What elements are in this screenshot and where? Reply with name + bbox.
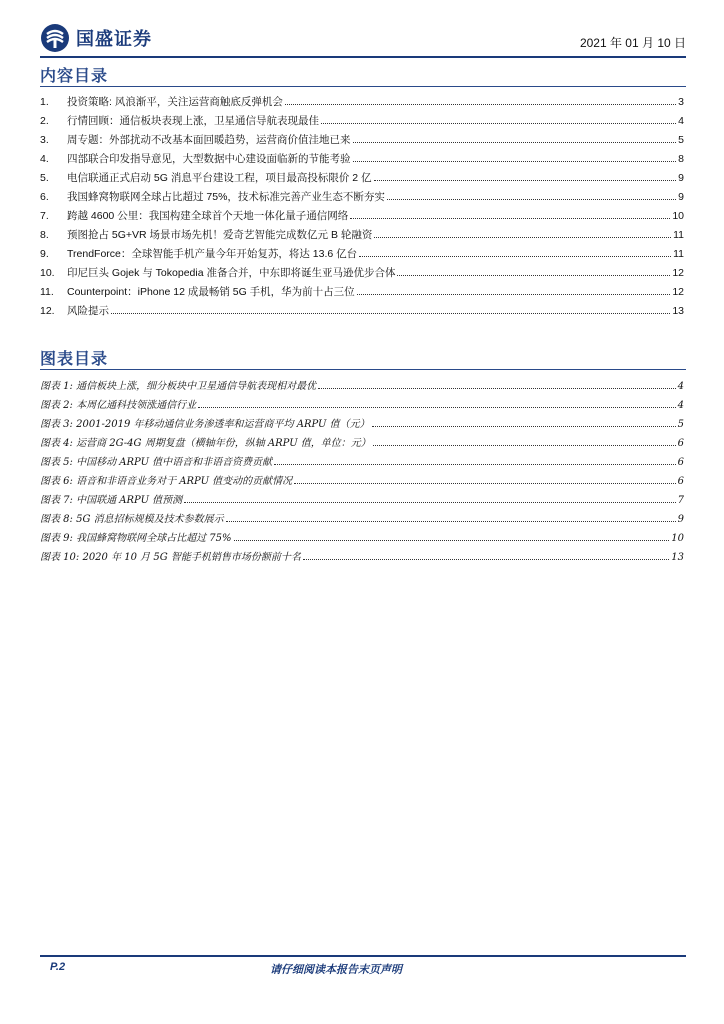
dot-leader [294,483,675,484]
toc-entry-title[interactable]: Counterpoint：iPhone 12 成最畅销 5G 手机，华为前十占三位 [67,286,355,298]
toc-entry-number: 9. [40,248,49,260]
toc-entry-number: 8. [40,229,49,241]
toc-entry-title[interactable]: 图表 1: 通信板块上涨，细分板块中卫星通信导航表现相对最优 [40,381,317,392]
logo-icon [40,23,70,53]
dot-leader [350,218,670,219]
toc-entry-number: 12. [40,305,55,317]
toc-entry[interactable] [40,246,684,265]
toc-entry-number: 4. [40,153,49,165]
toc-entry-page[interactable]: 10 [671,533,684,544]
toc-entry-page[interactable]: 3 [678,96,684,108]
toc-entry-title[interactable]: 行情回顾：通信板块表现上涨，卫星通信导航表现最佳 [67,115,319,127]
disclaimer-note: 请仔细阅读本报告末页声明 [270,963,402,976]
toc-entry[interactable] [40,227,684,246]
dot-leader [372,426,676,427]
toc-entry-title[interactable]: 印尼巨头 Gojek 与 Tokopedia 准备合并，中东即将诞生亚马逊优步合体 [67,267,396,279]
toc-entry[interactable] [40,284,684,303]
toc-entry-title[interactable]: 预图抢占 5G+VR 场景市场先机！爱奇艺智能完成数亿元 B 轮融资 [67,229,373,241]
dot-leader [397,275,670,276]
toc-entry[interactable] [40,472,684,491]
toc-entry-page[interactable]: 6 [677,438,684,449]
dot-leader [274,464,675,465]
toc-entry[interactable] [40,377,684,396]
toc-entry-title[interactable]: 图表 9: 我国蜂窝物联网全球占比超过 75% [40,533,232,544]
report-date: 2021 年 01 月 10 日 [579,36,686,50]
toc-entry-number: 2. [40,115,49,127]
toc-entry[interactable] [40,113,684,132]
toc-entry-title[interactable]: 投资策略: 风浪渐平，关注运营商触底反弹机会 [67,96,283,108]
toc-entry-number: 3. [40,134,49,146]
dot-leader [357,294,671,295]
toc-entry-title[interactable]: TrendForce：全球智能手机产量今年开始复苏，将达 13.6 亿台 [67,248,358,260]
dot-leader [111,313,670,314]
toc-entry-page[interactable]: 4 [677,400,684,411]
figures-title-divider [40,369,686,370]
toc-entry[interactable] [40,208,684,227]
toc-entry[interactable] [40,491,684,510]
toc-entry-page[interactable]: 4 [677,381,684,392]
toc-entry-title[interactable]: 跨越 4600 公里：我国构建全球首个天地一体化量子通信网络 [67,210,349,222]
toc-entry[interactable] [40,265,684,284]
toc-entry[interactable] [40,396,684,415]
toc-entry[interactable] [40,415,684,434]
dot-leader [184,502,675,503]
dot-leader [373,445,676,446]
toc-entry[interactable] [40,453,684,472]
toc-entry-title[interactable]: 图表 4: 运营商 2G-4G 周期复盘（横轴年份，纵轴 ARPU 值，单位：元） [40,438,371,449]
toc-entry-title[interactable]: 图表 10: 2020 年 10 月 5G 智能手机销售市场份额前十名 [40,552,301,563]
dot-leader [374,180,677,181]
toc-entry-page[interactable]: 6 [677,476,684,487]
toc-entry-title[interactable]: 图表 5: 中国移动 ARPU 值中语音和非语音资费贡献 [40,457,273,468]
toc-entry-title[interactable]: 电信联通正式启动 5G 消息平台建设工程，项目最高投标限价 2 亿 [67,172,372,184]
toc-entry[interactable] [40,132,684,151]
toc-entry-number: 11. [40,286,54,298]
toc-entry-page[interactable]: 11 [673,229,684,241]
toc-entry-number: 1. [40,96,49,108]
toc-entry-page[interactable]: 6 [677,457,684,468]
toc-entry-title[interactable]: 图表 3: 2001-2019 年移动通信业务渗透率和运营商平均 ARPU 值（元） [40,419,370,430]
brand-name: 国盛证券 [76,29,152,50]
toc-entry-title[interactable]: 周专题：外部扰动不改基本面回暖趋势，运营商价值洼地已来 [67,134,351,146]
toc-entry-page[interactable]: 8 [678,153,684,165]
toc-entry[interactable] [40,170,684,189]
dot-leader [374,237,671,238]
toc-entry[interactable] [40,189,684,208]
toc-entry-page[interactable]: 12 [672,267,684,279]
dot-leader [387,199,676,200]
toc-entry-title[interactable]: 图表 6: 语音和非语音业务对于 ARPU 值变动的贡献情况 [40,476,293,487]
toc-entry[interactable] [40,94,684,113]
toc-entry-title[interactable]: 我国蜂窝物联网全球占比超过 75%，技术标准完善产业生态不断夯实 [67,191,385,203]
toc-entry-page[interactable]: 7 [677,495,684,506]
toc-entry-title[interactable]: 四部联合印发指导意见，大型数据中心建设面临新的节能考验 [67,153,351,165]
toc-entry-page[interactable]: 12 [672,286,684,298]
toc-entry-page[interactable]: 13 [671,552,684,563]
company-logo [40,22,152,54]
toc-title: 内容目录 [40,66,109,85]
toc-entry-page[interactable]: 13 [672,305,684,317]
toc-entry[interactable] [40,151,684,170]
toc-entry-title[interactable]: 图表 2: 本周亿通科技领涨通信行业 [40,400,197,411]
toc-entry-number: 5. [40,172,49,184]
toc-entry-title[interactable]: 图表 8: 5G 消息招标规模及技术参数展示 [40,514,224,525]
toc-entry[interactable] [40,303,684,322]
toc-entry-page[interactable]: 5 [677,419,684,430]
list-of-figures [40,377,684,567]
toc-entry-page[interactable]: 9 [678,172,684,184]
dot-leader [303,559,669,560]
dot-leader [353,142,677,143]
page-header [40,22,686,56]
figures-title: 图表目录 [40,349,109,368]
toc-entry-page[interactable]: 9 [677,514,684,525]
toc-entry[interactable] [40,434,684,453]
toc-entry[interactable] [40,529,684,548]
dot-leader [318,388,676,389]
toc-entry-page[interactable]: 5 [678,134,684,146]
toc-entry-number: 6. [40,191,49,203]
dot-leader [234,540,670,541]
toc-entry-number: 10. [40,267,55,279]
toc-entry[interactable] [40,548,684,567]
dot-leader [285,104,676,105]
table-of-contents [40,94,684,322]
toc-entry-title[interactable]: 图表 7: 中国联通 ARPU 值预测 [40,495,183,506]
toc-entry-title[interactable]: 风险提示 [67,305,109,317]
page-number: P.2 [50,961,66,973]
toc-entry-number: 7. [40,210,49,222]
dot-leader [198,407,676,408]
toc-title-divider [40,86,686,87]
toc-entry-page[interactable]: 11 [673,248,684,260]
dot-leader [359,256,671,257]
footer-divider [40,955,686,957]
header-divider [40,56,686,58]
toc-entry-page[interactable]: 4 [678,115,684,127]
toc-entry-page[interactable]: 9 [678,191,684,203]
toc-entry[interactable] [40,510,684,529]
dot-leader [321,123,676,124]
dot-leader [226,521,676,522]
dot-leader [353,161,677,162]
toc-entry-page[interactable]: 10 [672,210,684,222]
